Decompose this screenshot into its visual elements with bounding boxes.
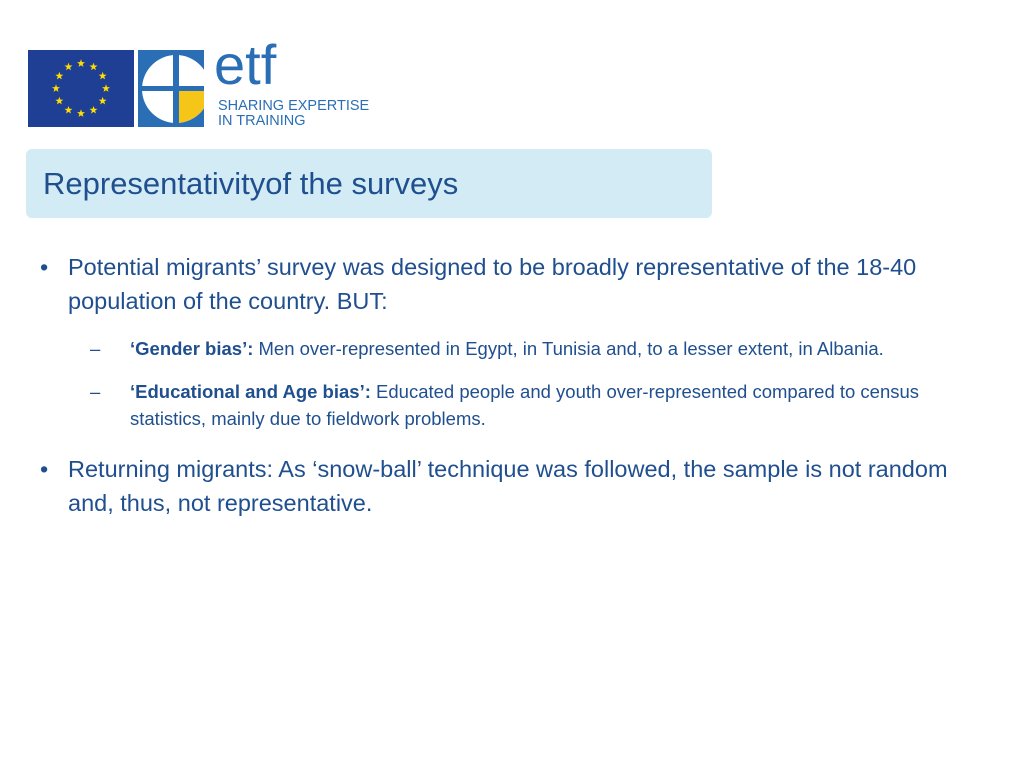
dash-mark: –: [90, 338, 101, 359]
bullet-text: Potential migrants’ survey was designed to be broadly representative of the 18-40 population of the country. BUT:: [68, 254, 917, 314]
bullet-mark: •: [40, 254, 49, 280]
slide-title-box: [26, 149, 712, 218]
sub-bullet-text: Educated people and youth over-represented compared to census statistics, mainly due to fieldwork problems.: [130, 381, 920, 429]
eu-flag-icon: [28, 50, 134, 127]
sub-bullet-item: [36, 378, 976, 432]
svg-text:etf: etf: [214, 33, 277, 96]
sub-bullet-label: ‘Educational and Age bias’:: [130, 381, 371, 402]
dash-mark: –: [90, 381, 101, 402]
sub-bullet-label: ‘Gender bias’:: [130, 338, 254, 359]
sub-bullet-text: Men over-represented in Egypt, in Tunisia and, to a lesser extent, in Albania.: [253, 338, 884, 359]
slide-title: Representativityof the surveys: [43, 166, 459, 201]
tagline-line-2: IN TRAINING: [218, 113, 306, 129]
slide-body: [36, 250, 976, 520]
bullet-item: [36, 250, 976, 318]
bullet-text: Returning migrants: As ‘snow-ball’ technique was followed, the sample is not random and, thus, not representative.: [68, 456, 948, 516]
etf-logo: [28, 28, 388, 130]
bullet-item: [36, 452, 976, 520]
etf-wordmark: [214, 33, 277, 96]
etf-emblem-icon: [138, 50, 214, 127]
bullet-mark: •: [40, 456, 49, 482]
tagline-line-1: SHARING EXPERTISE: [218, 98, 370, 114]
sub-bullet-item: [36, 335, 976, 362]
